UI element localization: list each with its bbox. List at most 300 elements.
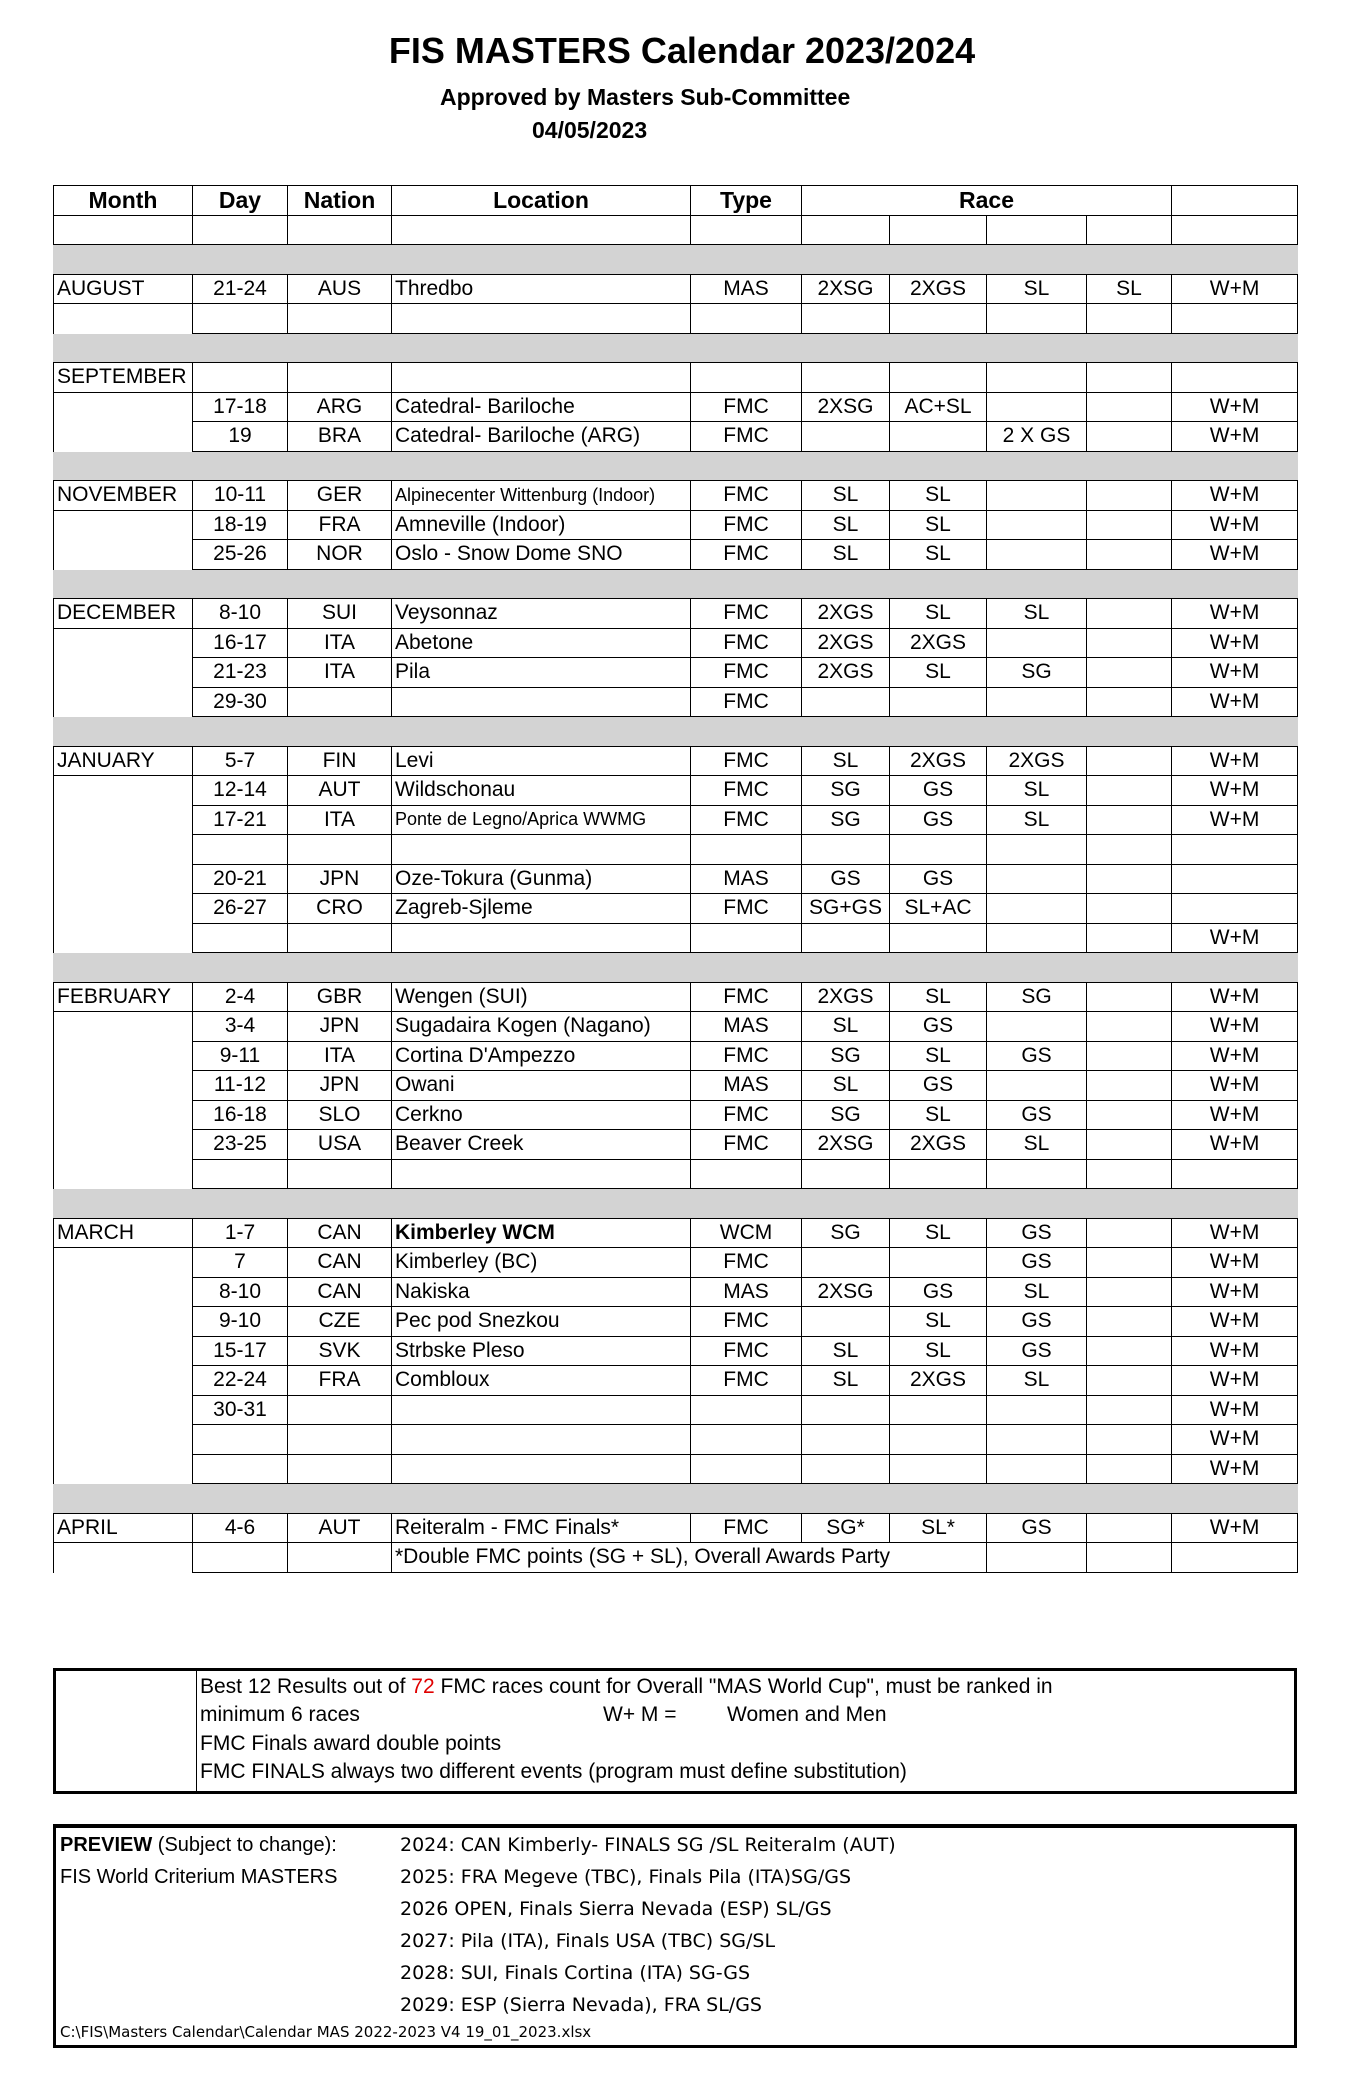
cell-nation: JPN bbox=[288, 1012, 392, 1042]
cell-location: Beaver Creek bbox=[392, 1130, 691, 1160]
empty-cell bbox=[1087, 1425, 1172, 1455]
table-header-row bbox=[54, 186, 1298, 216]
cell-r4 bbox=[1087, 805, 1172, 835]
cell-type: MAS bbox=[691, 1071, 802, 1101]
empty-cell bbox=[1087, 569, 1172, 599]
preview-item: 2027: Pila (ITA), Finals USA (TBC) SG/SL bbox=[400, 1930, 776, 1952]
empty-cell bbox=[890, 1484, 987, 1514]
cell-r3: 2XGS bbox=[987, 746, 1087, 776]
empty-cell bbox=[54, 776, 193, 806]
empty-cell bbox=[802, 245, 890, 275]
note-line-3: FMC Finals award double points bbox=[200, 1732, 502, 1755]
cell-location bbox=[392, 687, 691, 717]
cell-type: FMC bbox=[691, 599, 802, 629]
empty-cell bbox=[392, 333, 691, 363]
empty-cell bbox=[288, 363, 392, 393]
cell-cat: W+M bbox=[1172, 1395, 1298, 1425]
cell-nation: GBR bbox=[288, 982, 392, 1012]
empty-cell bbox=[1087, 1189, 1172, 1219]
cell-cat: W+M bbox=[1172, 1336, 1298, 1366]
table-row bbox=[54, 481, 1298, 511]
cell-r3 bbox=[987, 481, 1087, 511]
cell-r1 bbox=[802, 1248, 890, 1278]
empty-cell bbox=[890, 1454, 987, 1484]
cell-r2: GS bbox=[890, 1012, 987, 1042]
cell-day: 9-10 bbox=[193, 1307, 288, 1337]
cell-r3: GS bbox=[987, 1248, 1087, 1278]
empty-cell bbox=[288, 1425, 392, 1455]
cell-r1 bbox=[802, 422, 890, 452]
table-row bbox=[54, 1395, 1298, 1425]
cell-day: 25-26 bbox=[193, 540, 288, 570]
table-row bbox=[54, 1366, 1298, 1396]
table-row bbox=[54, 776, 1298, 806]
cell-r1: SL bbox=[802, 481, 890, 511]
cell-r2: SL bbox=[890, 510, 987, 540]
cell-r3: GS bbox=[987, 1100, 1087, 1130]
cell-r3: SL bbox=[987, 274, 1087, 304]
cell-r1: SG bbox=[802, 776, 890, 806]
empty-cell bbox=[288, 1454, 392, 1484]
cell-cat: W+M bbox=[1172, 1218, 1298, 1248]
cell-location: Pec pod Snezkou bbox=[392, 1307, 691, 1337]
cell-location: Oslo - Snow Dome SNO bbox=[392, 540, 691, 570]
cell-type: FMC bbox=[691, 1307, 802, 1337]
cell-r4 bbox=[1087, 422, 1172, 452]
cell-type: FMC bbox=[691, 746, 802, 776]
cell-day: 21-23 bbox=[193, 658, 288, 688]
cell-location: Reiteralm - FMC Finals* bbox=[392, 1513, 691, 1543]
cell-cat: W+M bbox=[1172, 805, 1298, 835]
note-line-4: FMC FINALS always two different events (program must define substitution) bbox=[200, 1760, 907, 1783]
table-row bbox=[54, 1159, 1298, 1189]
empty-cell bbox=[890, 451, 987, 481]
empty-cell bbox=[890, 717, 987, 747]
cell-location: Kimberley (BC) bbox=[392, 1248, 691, 1278]
cell-day: 1-7 bbox=[193, 1218, 288, 1248]
cell-r1: SL bbox=[802, 1012, 890, 1042]
cell-r3: SL bbox=[987, 1130, 1087, 1160]
empty-cell bbox=[987, 569, 1087, 599]
cell-type: FMC bbox=[691, 1366, 802, 1396]
empty-cell bbox=[987, 1189, 1087, 1219]
cell-r3: GS bbox=[987, 1513, 1087, 1543]
empty-cell bbox=[193, 363, 288, 393]
separator-row bbox=[54, 245, 1298, 275]
empty-cell bbox=[802, 215, 890, 245]
cell-cat: W+M bbox=[1172, 1366, 1298, 1396]
cell-type: MAS bbox=[691, 1012, 802, 1042]
cell-location: Thredbo bbox=[392, 274, 691, 304]
cell-location: Ponte de Legno/Aprica WWMG bbox=[392, 805, 691, 835]
empty-cell bbox=[392, 363, 691, 393]
empty-cell bbox=[802, 717, 890, 747]
empty-cell bbox=[1172, 363, 1298, 393]
cell-r2 bbox=[890, 1248, 987, 1278]
empty-cell bbox=[54, 1425, 193, 1455]
table-row bbox=[54, 1041, 1298, 1071]
table-row bbox=[54, 982, 1298, 1012]
cell-cat: W+M bbox=[1172, 687, 1298, 717]
cell-nation: NOR bbox=[288, 540, 392, 570]
empty-cell bbox=[691, 835, 802, 865]
table-row bbox=[54, 894, 1298, 924]
empty-cell bbox=[392, 1159, 691, 1189]
table-row bbox=[54, 392, 1298, 422]
empty-cell bbox=[802, 333, 890, 363]
table-row bbox=[54, 835, 1298, 865]
cell-cat: W+M bbox=[1172, 392, 1298, 422]
calendar-table bbox=[53, 185, 1298, 1573]
separator-row bbox=[54, 1484, 1298, 1514]
cell-r2: SL bbox=[890, 982, 987, 1012]
table-row bbox=[54, 1130, 1298, 1160]
cell-day: 16-17 bbox=[193, 628, 288, 658]
cell-r4 bbox=[1087, 776, 1172, 806]
cell-cat: W+M bbox=[1172, 982, 1298, 1012]
cell-r2: SL bbox=[890, 599, 987, 629]
table-row bbox=[54, 1100, 1298, 1130]
empty-cell bbox=[193, 215, 288, 245]
empty-cell bbox=[1172, 569, 1298, 599]
cell-location: Abetone bbox=[392, 628, 691, 658]
empty-cell bbox=[288, 451, 392, 481]
table-row bbox=[54, 1513, 1298, 1543]
cell-r2: GS bbox=[890, 805, 987, 835]
cell-type: FMC bbox=[691, 687, 802, 717]
empty-cell bbox=[1087, 333, 1172, 363]
cell-r3 bbox=[987, 628, 1087, 658]
empty-cell bbox=[691, 1454, 802, 1484]
cell-r3: SL bbox=[987, 776, 1087, 806]
separator-row bbox=[54, 717, 1298, 747]
cell-day: 2-4 bbox=[193, 982, 288, 1012]
cell-location: Kimberley WCM bbox=[392, 1218, 691, 1248]
empty-cell bbox=[193, 333, 288, 363]
cell-cat bbox=[1172, 894, 1298, 924]
cell-cat: W+M bbox=[1172, 510, 1298, 540]
cell-day: 4-6 bbox=[193, 1513, 288, 1543]
empty-cell bbox=[802, 304, 890, 334]
cell-nation: ITA bbox=[288, 628, 392, 658]
cell-type: FMC bbox=[691, 1248, 802, 1278]
cell-r1: SL bbox=[802, 540, 890, 570]
note-line-1: Best 12 Results out of 72 FMC races count for Overall "MAS World Cup", must be ranked in bbox=[200, 1675, 1053, 1698]
empty-cell bbox=[193, 245, 288, 275]
cell-r4 bbox=[1087, 1307, 1172, 1337]
cell-r2: SL bbox=[890, 1218, 987, 1248]
cell-nation: BRA bbox=[288, 422, 392, 452]
empty-cell bbox=[1172, 1543, 1298, 1573]
cell-day: 9-11 bbox=[193, 1041, 288, 1071]
empty-cell bbox=[54, 333, 193, 363]
table-row bbox=[54, 805, 1298, 835]
empty-cell bbox=[890, 215, 987, 245]
cell-type: FMC bbox=[691, 628, 802, 658]
cell-day: 23-25 bbox=[193, 1130, 288, 1160]
legend-value: Women and Men bbox=[727, 1703, 887, 1726]
cell-month: NOVEMBER bbox=[54, 481, 193, 511]
empty-cell bbox=[691, 215, 802, 245]
table-row bbox=[54, 1425, 1298, 1455]
cell-r2: SL* bbox=[890, 1513, 987, 1543]
cell-cat: W+M bbox=[1172, 1041, 1298, 1071]
empty-cell bbox=[691, 363, 802, 393]
empty-cell bbox=[890, 1425, 987, 1455]
cell-type: WCM bbox=[691, 1218, 802, 1248]
empty-cell bbox=[1172, 1484, 1298, 1514]
empty-cell bbox=[54, 1100, 193, 1130]
cell-month: FEBRUARY bbox=[54, 982, 193, 1012]
cell-r4 bbox=[1087, 1366, 1172, 1396]
cell-month: DECEMBER bbox=[54, 599, 193, 629]
cell-r3: SL bbox=[987, 805, 1087, 835]
cell-type: FMC bbox=[691, 658, 802, 688]
cell-day: 19 bbox=[193, 422, 288, 452]
cell-r2: GS bbox=[890, 864, 987, 894]
empty-cell bbox=[392, 1484, 691, 1514]
empty-cell bbox=[691, 953, 802, 983]
empty-cell bbox=[288, 1543, 392, 1573]
empty-cell bbox=[1172, 245, 1298, 275]
cell-r4 bbox=[1087, 1100, 1172, 1130]
cell-nation: GER bbox=[288, 481, 392, 511]
empty-cell bbox=[54, 1543, 193, 1573]
empty-cell bbox=[1087, 1454, 1172, 1484]
cell-cat: W+M bbox=[1172, 1012, 1298, 1042]
empty-cell bbox=[987, 1395, 1087, 1425]
cell-month: MARCH bbox=[54, 1218, 193, 1248]
empty-cell bbox=[890, 953, 987, 983]
empty-cell bbox=[392, 1425, 691, 1455]
cell-day: 8-10 bbox=[193, 599, 288, 629]
cell-location: Zagreb-Sjleme bbox=[392, 894, 691, 924]
empty-cell bbox=[288, 717, 392, 747]
cell-r1: SG* bbox=[802, 1513, 890, 1543]
cell-location: Owani bbox=[392, 1071, 691, 1101]
cell-day: 18-19 bbox=[193, 510, 288, 540]
empty-cell bbox=[54, 451, 193, 481]
cell-nation: ITA bbox=[288, 1041, 392, 1071]
cell-location: Pila bbox=[392, 658, 691, 688]
empty-cell bbox=[691, 1425, 802, 1455]
table-row bbox=[54, 628, 1298, 658]
empty-cell bbox=[54, 835, 193, 865]
cell-location: Amneville (Indoor) bbox=[392, 510, 691, 540]
col-category bbox=[1172, 186, 1298, 216]
cell-cat: W+M bbox=[1172, 599, 1298, 629]
empty-cell bbox=[392, 304, 691, 334]
table-row bbox=[54, 1071, 1298, 1101]
empty-cell bbox=[54, 304, 193, 334]
cell-nation: ITA bbox=[288, 805, 392, 835]
empty-cell bbox=[691, 245, 802, 275]
cell-r2: SL bbox=[890, 1336, 987, 1366]
empty-cell bbox=[802, 1425, 890, 1455]
empty-cell bbox=[987, 717, 1087, 747]
empty-cell bbox=[1087, 1484, 1172, 1514]
cell-nation: SVK bbox=[288, 1336, 392, 1366]
empty-cell bbox=[288, 1189, 392, 1219]
empty-cell bbox=[392, 1189, 691, 1219]
cell-nation: CRO bbox=[288, 894, 392, 924]
note-line-2: minimum 6 races bbox=[200, 1703, 360, 1726]
preview-box bbox=[53, 1824, 1297, 2048]
cell-cat: W+M bbox=[1172, 923, 1298, 953]
empty-cell bbox=[1172, 304, 1298, 334]
empty-cell bbox=[54, 628, 193, 658]
cell-r4 bbox=[1087, 481, 1172, 511]
cell-type: FMC bbox=[691, 776, 802, 806]
cell-r2: SL bbox=[890, 1307, 987, 1337]
empty-cell bbox=[193, 953, 288, 983]
empty-cell bbox=[54, 1012, 193, 1042]
cell-r4 bbox=[1087, 687, 1172, 717]
cell-cat: W+M bbox=[1172, 1454, 1298, 1484]
empty-cell bbox=[987, 923, 1087, 953]
cell-r3: SL bbox=[987, 1366, 1087, 1396]
cell-nation: JPN bbox=[288, 1071, 392, 1101]
cell-r2: AC+SL bbox=[890, 392, 987, 422]
cell-r1: SL bbox=[802, 1071, 890, 1101]
cell-r3 bbox=[987, 392, 1087, 422]
table-row bbox=[54, 1218, 1298, 1248]
cell-r1: SG+GS bbox=[802, 894, 890, 924]
empty-cell bbox=[54, 1277, 193, 1307]
cell-r1: 2XSG bbox=[802, 274, 890, 304]
cell-cat: W+M bbox=[1172, 1100, 1298, 1130]
cell-cat: W+M bbox=[1172, 1071, 1298, 1101]
empty-cell bbox=[288, 923, 392, 953]
preview-item: 2024: CAN Kimberly- FINALS SG /SL Reiteralm (AUT) bbox=[400, 1834, 896, 1856]
cell-r1: SG bbox=[802, 1218, 890, 1248]
empty-cell bbox=[1172, 1189, 1298, 1219]
preview-item: 2026 OPEN, Finals Sierra Nevada (ESP) SL/GS bbox=[400, 1898, 832, 1920]
table-row bbox=[54, 658, 1298, 688]
table-row bbox=[54, 1012, 1298, 1042]
empty-cell bbox=[54, 569, 193, 599]
separator-row bbox=[54, 953, 1298, 983]
cell-r4 bbox=[1087, 1071, 1172, 1101]
cell-cat: W+M bbox=[1172, 746, 1298, 776]
cell-r3 bbox=[987, 687, 1087, 717]
empty-cell bbox=[288, 569, 392, 599]
cell-nation: AUT bbox=[288, 1513, 392, 1543]
empty-cell bbox=[1172, 1159, 1298, 1189]
table-row bbox=[54, 599, 1298, 629]
table-row bbox=[54, 510, 1298, 540]
empty-cell bbox=[193, 923, 288, 953]
cell-cat: W+M bbox=[1172, 1277, 1298, 1307]
empty-cell bbox=[193, 835, 288, 865]
cell-location: Catedral- Bariloche (ARG) bbox=[392, 422, 691, 452]
empty-cell bbox=[691, 1395, 802, 1425]
cell-nation: JPN bbox=[288, 864, 392, 894]
cell-month: SEPTEMBER bbox=[54, 363, 193, 393]
cell-r1 bbox=[802, 687, 890, 717]
cell-cat: W+M bbox=[1172, 1425, 1298, 1455]
empty-cell bbox=[54, 953, 193, 983]
cell-day: 17-21 bbox=[193, 805, 288, 835]
empty-cell bbox=[392, 245, 691, 275]
empty-cell bbox=[987, 333, 1087, 363]
empty-cell bbox=[1087, 451, 1172, 481]
cell-type: MAS bbox=[691, 274, 802, 304]
cell-r4 bbox=[1087, 864, 1172, 894]
cell-r4 bbox=[1087, 1012, 1172, 1042]
table-row bbox=[54, 1248, 1298, 1278]
cell-r2: SL bbox=[890, 658, 987, 688]
cell-r3 bbox=[987, 894, 1087, 924]
page-subtitle: Approved by Masters Sub-Committee bbox=[440, 84, 851, 110]
cell-location: Wildschonau bbox=[392, 776, 691, 806]
cell-day: 26-27 bbox=[193, 894, 288, 924]
cell-cat: W+M bbox=[1172, 1307, 1298, 1337]
empty-cell bbox=[392, 953, 691, 983]
empty-cell bbox=[987, 451, 1087, 481]
col-month: Month bbox=[54, 186, 193, 216]
empty-cell bbox=[392, 1395, 691, 1425]
empty-cell bbox=[193, 304, 288, 334]
empty-cell bbox=[1087, 363, 1172, 393]
empty-cell bbox=[890, 923, 987, 953]
empty-cell bbox=[987, 953, 1087, 983]
empty-cell bbox=[802, 835, 890, 865]
empty-cell bbox=[288, 835, 392, 865]
empty-cell bbox=[802, 569, 890, 599]
preview-item: 2025: FRA Megeve (TBC), Finals Pila (ITA)SG/GS bbox=[400, 1866, 852, 1888]
cell-day: 20-21 bbox=[193, 864, 288, 894]
cell-r3: 2 X GS bbox=[987, 422, 1087, 452]
empty-cell bbox=[691, 717, 802, 747]
cell-r3 bbox=[987, 510, 1087, 540]
empty-cell bbox=[1087, 245, 1172, 275]
empty-cell bbox=[54, 1366, 193, 1396]
cell-cat: W+M bbox=[1172, 481, 1298, 511]
cell-r4 bbox=[1087, 982, 1172, 1012]
cell-type: FMC bbox=[691, 481, 802, 511]
cell-r2: SL bbox=[890, 540, 987, 570]
cell-r2: GS bbox=[890, 1277, 987, 1307]
cell-type: FMC bbox=[691, 1100, 802, 1130]
cell-note: *Double FMC points (SG + SL), Overall Awards Party bbox=[392, 1543, 987, 1573]
empty-cell bbox=[987, 1159, 1087, 1189]
cell-nation: AUS bbox=[288, 274, 392, 304]
cell-nation: CAN bbox=[288, 1218, 392, 1248]
empty-cell bbox=[54, 245, 193, 275]
empty-cell bbox=[890, 1395, 987, 1425]
empty-cell bbox=[1087, 1543, 1172, 1573]
empty-cell bbox=[691, 451, 802, 481]
cell-r1: SL bbox=[802, 1336, 890, 1366]
cell-r1: 2XGS bbox=[802, 982, 890, 1012]
cell-r2 bbox=[890, 687, 987, 717]
cell-r4 bbox=[1087, 1513, 1172, 1543]
cell-r4 bbox=[1087, 746, 1172, 776]
empty-cell bbox=[1172, 835, 1298, 865]
cell-type: FMC bbox=[691, 1130, 802, 1160]
cell-r1: GS bbox=[802, 864, 890, 894]
cell-r3 bbox=[987, 864, 1087, 894]
cell-location: Cerkno bbox=[392, 1100, 691, 1130]
empty-cell bbox=[987, 1484, 1087, 1514]
cell-type: FMC bbox=[691, 1513, 802, 1543]
empty-cell bbox=[802, 1159, 890, 1189]
cell-r4 bbox=[1087, 658, 1172, 688]
cell-type: FMC bbox=[691, 894, 802, 924]
cell-r4 bbox=[1087, 510, 1172, 540]
empty-cell bbox=[392, 923, 691, 953]
